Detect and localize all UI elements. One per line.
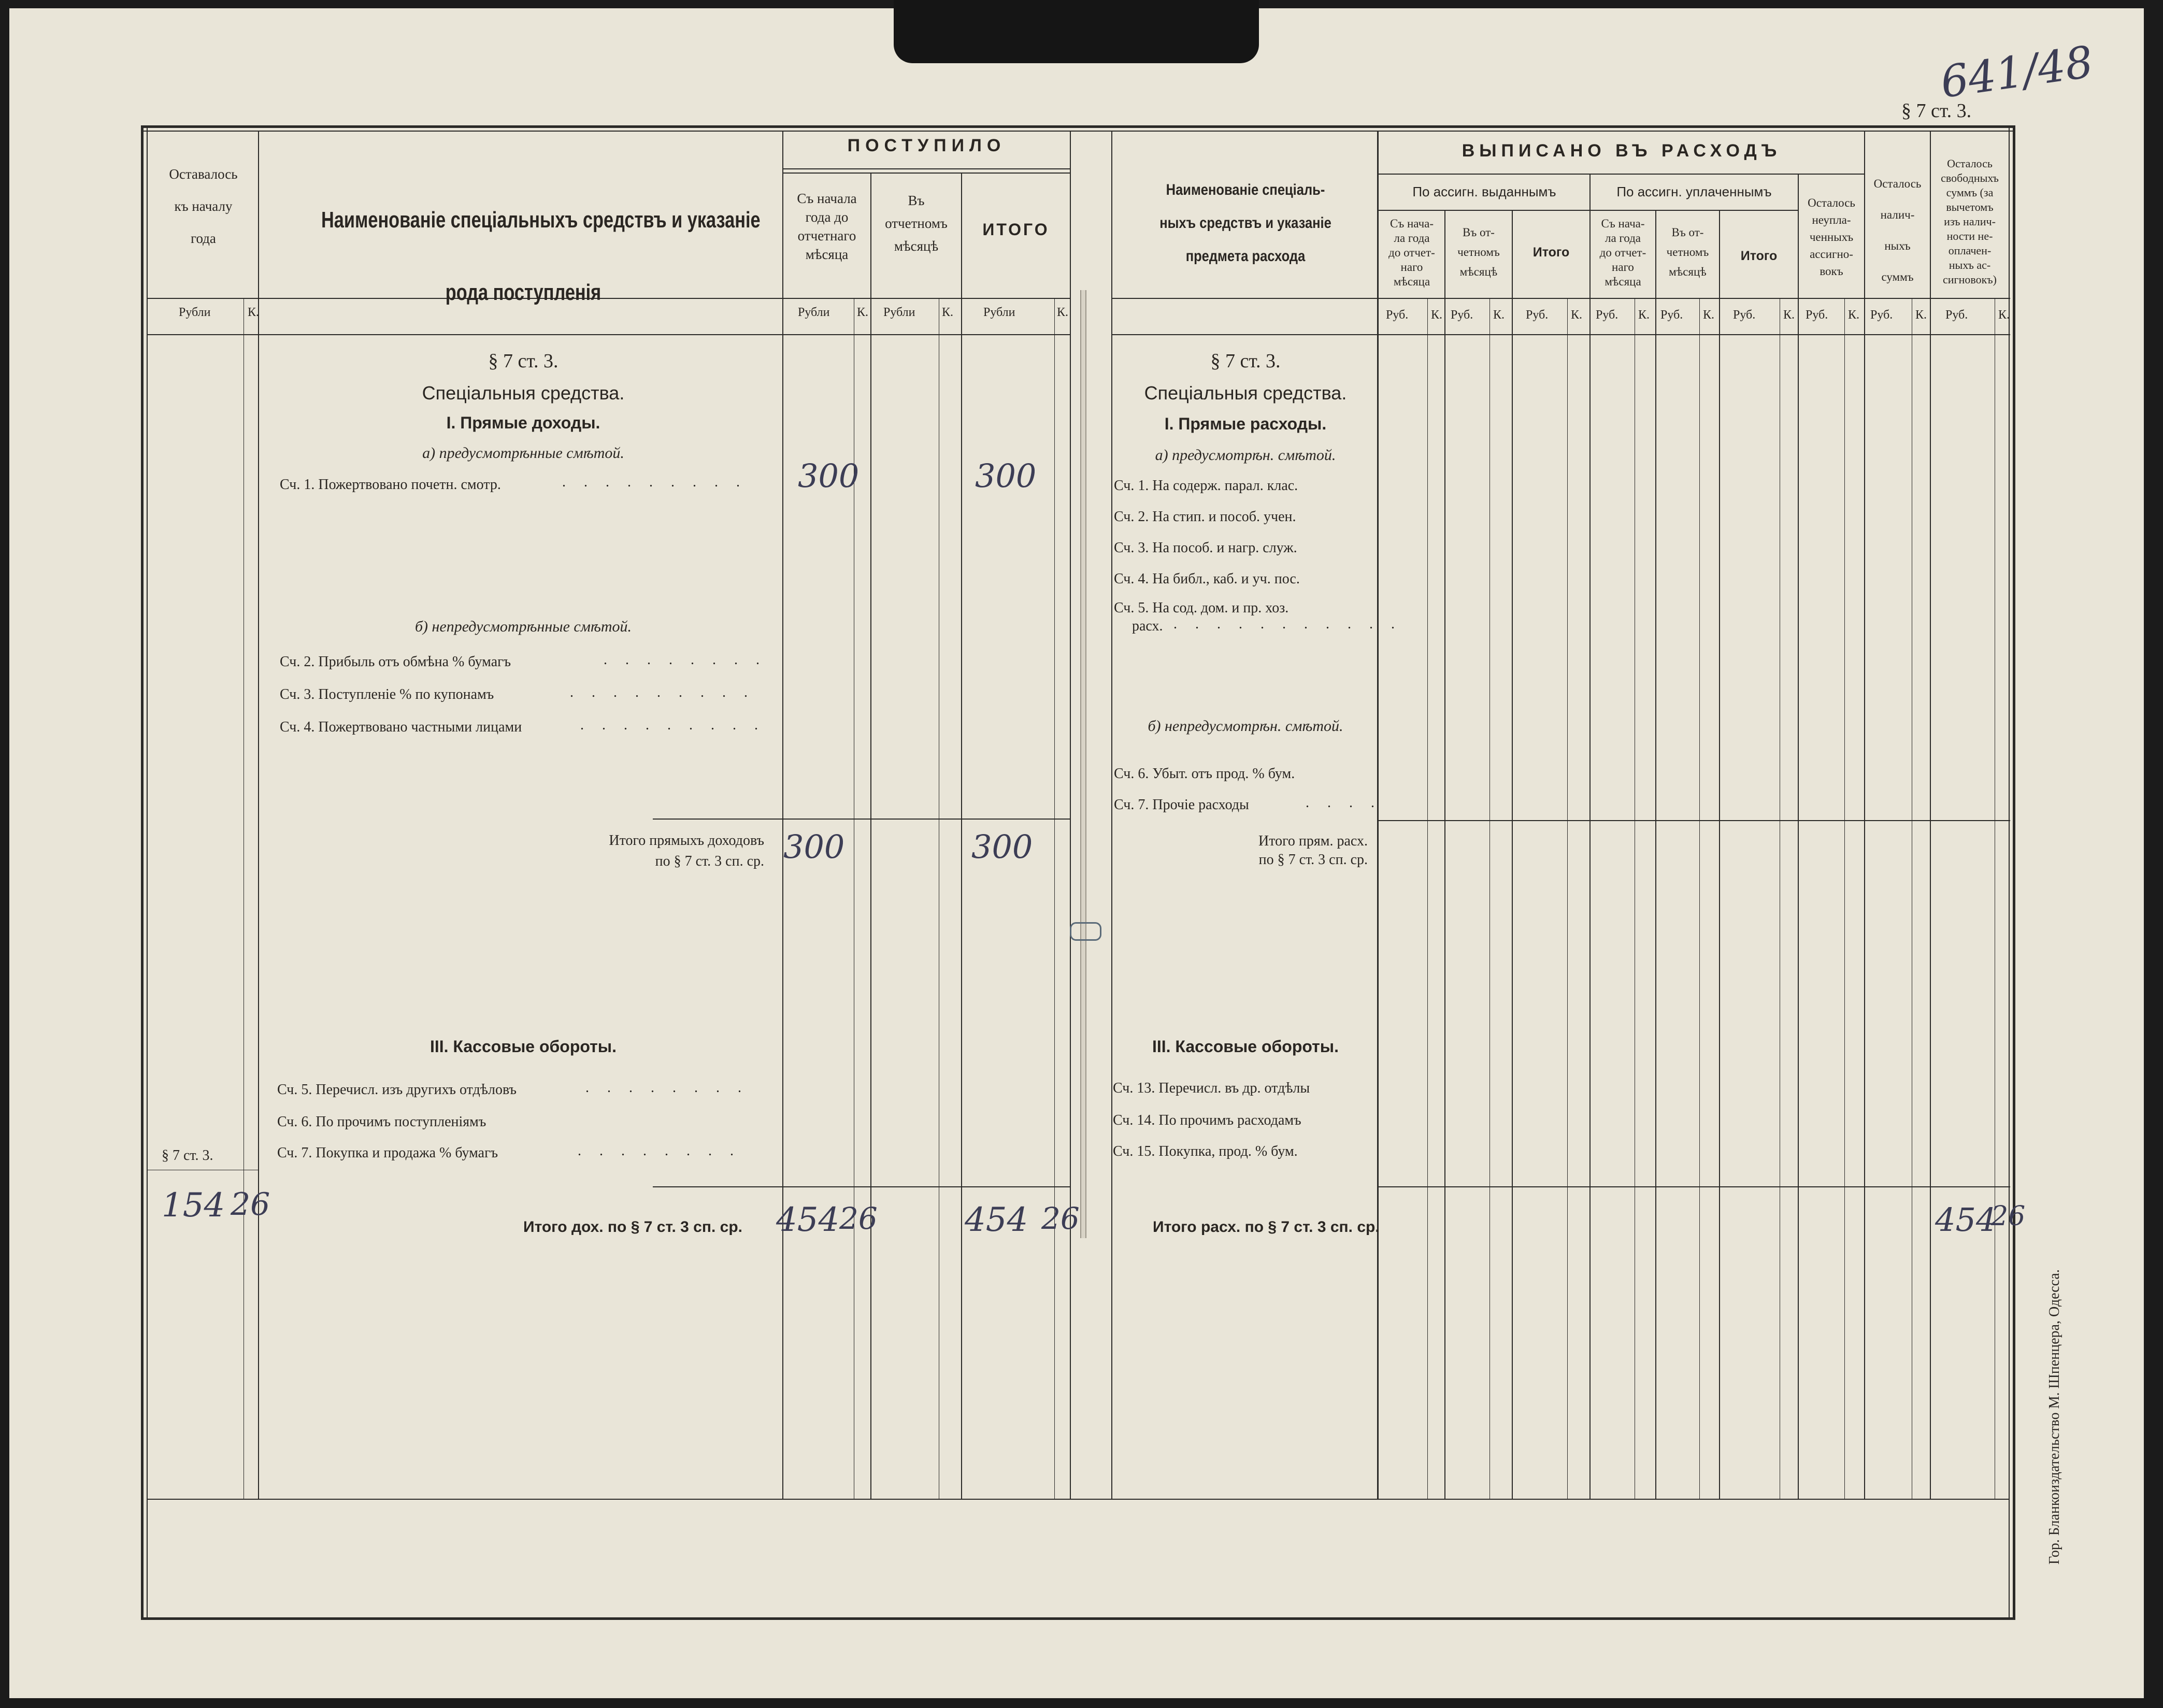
issued-total-header: Итого (1532, 245, 1570, 260)
hw-acc1-from-start: 300 (798, 457, 860, 495)
frame-bottom (141, 1617, 2015, 1620)
right-special: Спеціальныя средства. (1144, 382, 1347, 404)
right-acc13: Сч. 13. Перечисл. въ др. отдѣлы (1113, 1080, 1310, 1096)
left-section: § 7 ст. 3. (488, 350, 558, 372)
left-acc5: Сч. 5. Перечисл. изъ другихъ отдѣловъ (277, 1082, 517, 1098)
paid-month-header: Въ от- четномъ мѣсяцѣ (1666, 226, 1709, 278)
right-foreseen: а) предусмотрѣн. смѣтой. (1155, 447, 1336, 464)
hw-income-total-rub: 454 (965, 1201, 1028, 1239)
right-name-header: Наименованіе спеціаль- ныхъ средствъ и указаніе предмета расхода (1159, 181, 1331, 265)
remaining-label: § 7 ст. 3. (162, 1147, 213, 1164)
paid-from-start-header: Съ нача- ла года до отчет- наго мѣсяца (1599, 217, 1646, 288)
right-acc14: Сч. 14. По прочимъ расходамъ (1113, 1112, 1301, 1128)
received-header: ПОСТУПИЛО (847, 136, 1006, 155)
left-acc4: Сч. 4. Пожертвовано частными лицами (280, 719, 522, 735)
rubles-sub: Рубли (179, 306, 211, 319)
kopecks-sub: К. (248, 306, 260, 319)
right-acc4: Сч. 4. На библ., каб. и уч. пос. (1114, 571, 1300, 587)
binding-thread (1080, 290, 1086, 1238)
right-cash: III. Кассовые обороты. (1152, 1037, 1339, 1056)
hw-remaining-kop: 26 (231, 1186, 270, 1223)
remaining-header: Оставалось къ началу года (169, 166, 238, 246)
left-foreseen: а) предусмотрѣнные смѣтой. (422, 444, 624, 462)
issued-month-header: Въ от- четномъ мѣсяцѣ (1457, 226, 1500, 278)
right-acc15: Сч. 15. Покупка, прод. % бум. (1113, 1143, 1298, 1159)
hw-remaining-rub: 154 (162, 1186, 225, 1225)
right-total-direct: Итого прям. расх. по § 7 ст. 3 сп. ср. (1258, 833, 1368, 868)
right-unforeseen: б) непредусмотрѣн. смѣтой. (1148, 717, 1343, 735)
hw-free-kop: 26 (1991, 1201, 2026, 1232)
left-acc7: Сч. 7. Покупка и продажа % бумагъ (277, 1145, 498, 1161)
frame-top (141, 125, 2015, 128)
right-acc6: Сч. 6. Убыт. отъ прод. % бум. (1114, 766, 1295, 782)
paid-header: По ассигн. уплаченнымъ (1616, 184, 1772, 199)
right-acc7: Сч. 7. Прочіе расходы (1114, 797, 1249, 813)
expense-header: ВЫПИСАНО ВЪ РАСХОДЪ (1462, 141, 1782, 161)
frame-left (141, 125, 144, 1620)
left-unforeseen: б) непредусмотрѣнные смѣтой. (414, 618, 632, 635)
hw-acc1-total: 300 (975, 457, 1037, 495)
left-acc3: Сч. 3. Поступленіе % по купонамъ (280, 686, 494, 702)
unpaid-header: Осталось неупла- ченныхъ ассигно- вокъ (1808, 196, 1855, 278)
frame-right (2013, 125, 2015, 1620)
right-acc5b: расх. (1132, 618, 1163, 634)
cash-remaining-header: Осталось налич- ныхъ суммъ (1873, 177, 1922, 283)
left-direct: I. Прямые доходы. (446, 413, 600, 432)
hw-income-from-start-kop: 26 (839, 1201, 878, 1236)
left-acc1: Сч. 1. Пожертвовано почетн. смотр. (280, 477, 501, 493)
left-special: Спеціальныя средства. (422, 382, 625, 404)
hw-income-total-kop: 26 (1041, 1201, 1080, 1236)
received-month-header: Въ отчетномъ мѣсяцѣ (885, 193, 948, 254)
hw-direct-total: 300 (971, 828, 1033, 866)
hw-free-rub: 454 (1935, 1201, 1997, 1239)
right-acc3: Сч. 3. На пособ. и нагр. служ. (1114, 540, 1297, 556)
paid-total-header: Итого (1740, 249, 1778, 263)
hw-direct-from-start: 300 (783, 828, 845, 866)
name-header: Наименованіе спеціальныхъ средствъ и указаніе рода поступленія (321, 207, 761, 305)
free-sums-header: Осталось свободныхъ суммъ (за вычетомъ изъ налич- ности не- оплачен- ныхъ ас- сигновокъ) (1941, 157, 1999, 286)
left-total-income: Итого дох. по § 7 ст. 3 сп. ср. (523, 1218, 742, 1236)
right-acc1: Сч. 1. На содерж. парал. клас. (1114, 478, 1298, 494)
left-acc2: Сч. 2. Прибыль отъ обмѣна % бумагъ (280, 654, 511, 670)
right-acc2: Сч. 2. На стип. и пособ. учен. (1114, 509, 1296, 525)
left-acc6: Сч. 6. По прочимъ поступленіямъ (277, 1114, 486, 1130)
received-total-header: ИТОГО (982, 220, 1050, 239)
binding-knot (1070, 922, 1101, 941)
scanner-clip (894, 0, 1259, 63)
left-cash: III. Кассовые обороты. (429, 1037, 617, 1056)
hw-income-from-start-rub: 454 (776, 1201, 840, 1239)
issued-header: По ассигн. выданнымъ (1412, 184, 1556, 199)
left-total-direct: Итого прямыхъ доходовъ по § 7 ст. 3 сп. ср. (609, 833, 764, 869)
section-corner-mark: § 7 ст. 3. (1901, 100, 1972, 122)
received-from-start-header: Съ начала года до отчетнаго мѣсяца (797, 191, 857, 262)
right-section: § 7 ст. 3. (1210, 350, 1281, 372)
right-total-expense: Итого расх. по § 7 ст. 3 сп. ср. (1153, 1218, 1380, 1236)
right-direct: I. Прямые расходы. (1164, 414, 1327, 433)
issued-from-start-header: Съ нача- ла года до отчет- наго мѣсяца (1388, 217, 1435, 288)
right-acc5a: Сч. 5. На сод. дом. и пр. хоз. (1114, 600, 1289, 616)
sheet-number: 641/48 (1937, 36, 2096, 108)
printer-note: Гор. Бланкоиздательство М. Шпенцера, Одесса. (2046, 1269, 2062, 1565)
